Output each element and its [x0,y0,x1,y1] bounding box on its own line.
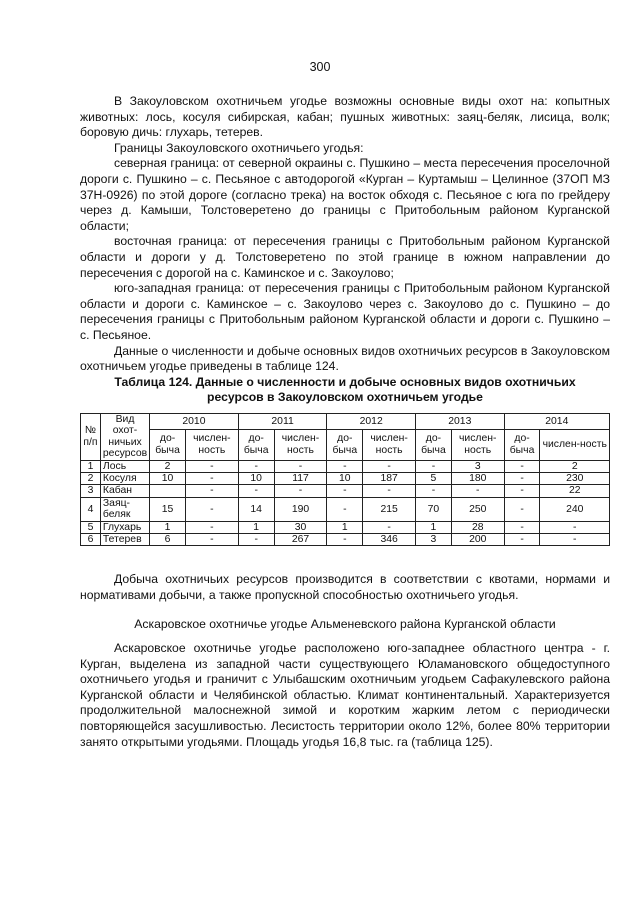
cell-value: - [185,473,238,485]
paragraph-borders-heading: Границы Закоуловского охотничьего угодья: [114,140,364,155]
header-population: числен-ность [451,429,504,460]
header-harvest: до-быча [416,429,452,460]
header-population: числен-ность [363,429,416,460]
cell-value: - [185,460,238,472]
cell-value: - [327,497,363,521]
cell-value: 28 [451,521,504,533]
header-harvest: до-быча [150,429,186,460]
paragraph-southwest-border: юго-западная граница: от пересечения границы с Притобольным районом Курганской области и дороги с. Каминское – с. Закоулово через с. Закоулово до с. Пушкино – до пересечения границы с Притобольным районом Курганской области и дороги с. Пушкино – с. Песьяное. [80,281,610,342]
cell-value: 10 [150,473,186,485]
cell-value: 180 [451,473,504,485]
header-harvest: до-быча [504,429,540,460]
cell-value: 6 [150,534,186,546]
cell-value: - [504,521,540,533]
cell-value: 3 [416,534,452,546]
row-number: 6 [81,534,101,546]
paragraph-askarovskoe-description: Аскаровское охотничье угодье расположено юго-западнее областного центра - г. Курган, выделена из западной части существующего Юламановского общедоступного охотничьего угодья и граничит с Улыбашским охотничьим угодьем Сафакулевского района Курганской области и Челябинской областью. Климат континентальный. Характеризуется продолжительной малоснежной зимой и коротким жарким летом с периодически повторяющейся засушливостью. Лесистость территории около 12%, более 80% территории занято открытыми угодьями. Площадь угодья 16,8 тыс. га (таблица 125). [80,641,610,749]
header-year: 2014 [504,414,609,430]
table-header-sub-row [81,429,610,460]
cell-value: - [504,485,540,497]
cell-value: - [504,534,540,546]
cell-value: 215 [363,497,416,521]
cell-value: - [185,485,238,497]
cell-value: 1 [327,521,363,533]
cell-value: 1 [238,521,274,533]
header-number: № п/п [81,414,101,461]
cell-value: - [327,534,363,546]
cell-value: 1 [150,521,186,533]
cell-value: 2 [540,460,610,472]
table-title-line-1: Таблица 124. Данные о численности и добыче основных видов охотничьих [114,375,576,389]
cell-value: 14 [238,497,274,521]
cell-value: 30 [274,521,327,533]
cell-value: - [327,485,363,497]
table-title [80,375,610,405]
cell-value: 200 [451,534,504,546]
row-number: 4 [81,497,101,521]
cell-value: - [363,460,416,472]
cell-value: 3 [451,460,504,472]
header-population: числен-ность [274,429,327,460]
row-species: Косуля [100,473,149,485]
row-species: Лось [100,460,149,472]
cell-value: - [185,534,238,546]
header-year: 2010 [150,414,239,430]
section2-text [80,641,610,750]
header-year: 2012 [327,414,416,430]
cell-value [150,485,186,497]
header-harvest: до-быча [327,429,363,460]
row-number: 3 [81,485,101,497]
cell-value: 10 [238,473,274,485]
cell-value: - [504,473,540,485]
cell-value: 10 [327,473,363,485]
table-row [81,485,610,497]
cell-value: 15 [150,497,186,521]
cell-value: - [238,485,274,497]
table-header-years-row [81,414,610,430]
cell-value: - [540,521,610,533]
table-row [81,497,610,521]
cell-value: 22 [540,485,610,497]
cell-value: - [238,534,274,546]
table-row [81,473,610,485]
intro-text-block [80,94,610,375]
cell-value: - [363,521,416,533]
section-heading: Аскаровское охотничье угодье Альменевского района Курганской области [134,617,556,631]
cell-value: 70 [416,497,452,521]
cell-value: - [416,460,452,472]
cell-value: - [327,460,363,472]
table-row [81,534,610,546]
row-species: Кабан [100,485,149,497]
table-title-line-2: ресурсов в Закоуловском охотничьем угодье [207,390,483,404]
paragraph-eastern-border: восточная граница: от пересечения границы с Притобольным районом Курганской области и дороги у д. Толстоверетено по этой границе в южном направлении до пересечения с дорогой на с. Каминское и с. Закоулово; [80,234,610,280]
cell-value: 250 [451,497,504,521]
header-population: числен-ность [540,429,610,460]
cell-value: - [185,497,238,521]
row-species: Заяц-беляк [100,497,149,521]
row-species: Глухарь [100,521,149,533]
cell-value: 346 [363,534,416,546]
row-species: Тетерев [100,534,149,546]
cell-value: - [504,497,540,521]
page-number: 300 [309,60,331,74]
header-population: числен-ность [185,429,238,460]
cell-value: - [185,521,238,533]
row-number: 1 [81,460,101,472]
cell-value: 190 [274,497,327,521]
cell-value: - [540,534,610,546]
table-row [81,460,610,472]
cell-value: 187 [363,473,416,485]
paragraph-quotas: Добыча охотничьих ресурсов производится в соответствии с квотами, нормами и нормативами добычи, а также пропускной способностью охотничьего угодья. [80,572,610,602]
cell-value: - [451,485,504,497]
cell-value: 1 [416,521,452,533]
cell-value: 267 [274,534,327,546]
cell-value: 5 [416,473,452,485]
cell-value: 240 [540,497,610,521]
resources-table [80,413,610,546]
header-species: Вид охот-ничьих ресурсов [100,414,149,461]
cell-value: 117 [274,473,327,485]
cell-value: 2 [150,460,186,472]
header-year: 2013 [416,414,505,430]
cell-value: - [504,460,540,472]
row-number: 2 [81,473,101,485]
paragraph-northern-border: северная граница: от северной окраины с. Пушкино – места пересечения проселочной дороги с. Пушкино – с. Песьяное с автодорогой «Курган – Куртамыш – Целинное (37ОП МЗ 37Н-0926) по этой дороге (согласно трека) на восток обходя с. Песьяное с юга по грейдеру через д. Камыши, Толстоверетено до границы с Притобольным районом Курганской области; [80,156,610,233]
row-number: 5 [81,521,101,533]
cell-value: - [274,460,327,472]
after-table-text [80,572,610,603]
cell-value: - [238,460,274,472]
paragraph-table-reference: Данные о численности и добыче основных видов охотничьих ресурсов в Закоуловском охотничьем угодье приведены в таблице 124. [80,343,610,374]
cell-value: 230 [540,473,610,485]
cell-value: - [416,485,452,497]
cell-value: - [363,485,416,497]
table-row [81,521,610,533]
cell-value: - [274,485,327,497]
paragraph-hunting-types: В Закоуловском охотничьем угодье возможны основные виды охот на: копытных животных: лось, косуля сибирская, кабан; пушных животных: заяц-беляк, лисица, волк; боровую дичь: глухарь, тетерев. [80,94,610,140]
header-harvest: до-быча [238,429,274,460]
header-year: 2011 [238,414,327,430]
